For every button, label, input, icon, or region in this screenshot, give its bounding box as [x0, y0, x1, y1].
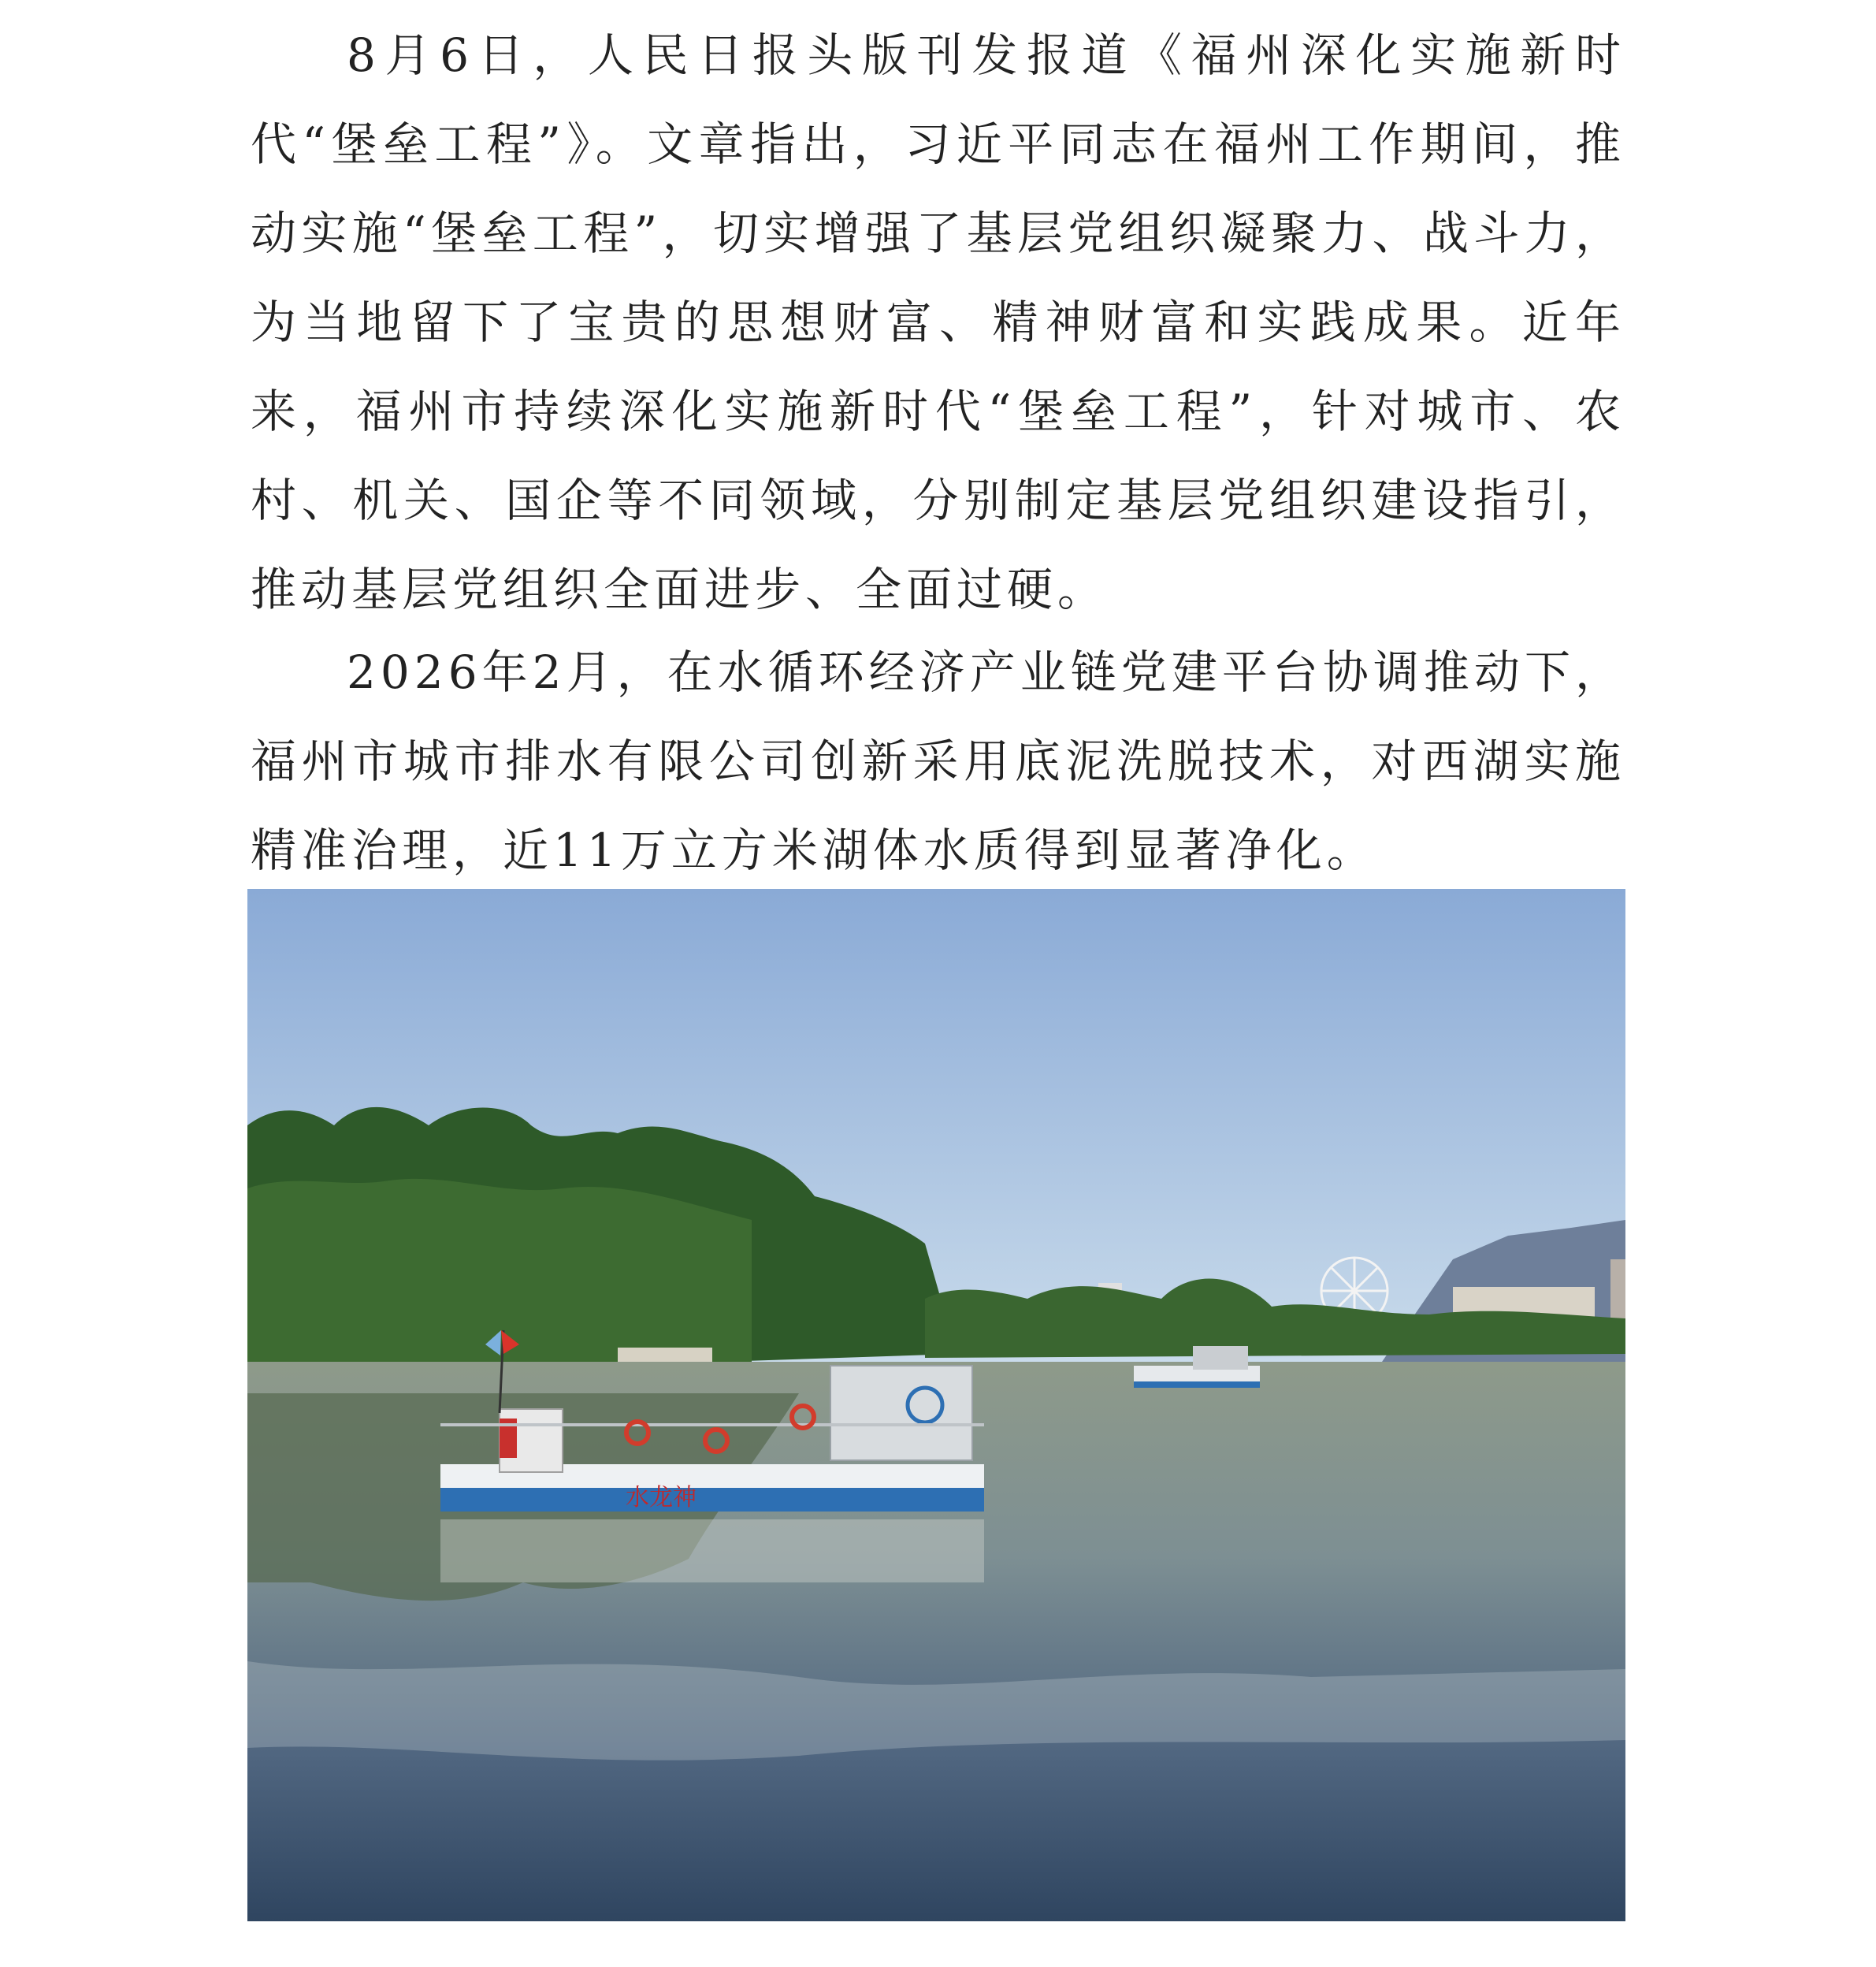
paragraph-2: 2026年2月，在水循环经济产业链党建平台协调推动下，福州市城市排水有限公司创新采用底泥洗脱技术，对西湖实施精准治理，近11万立方米湖体水质得到显著净化。: [251, 645, 1625, 877]
lake-scene-illustration: [247, 889, 1625, 1921]
paragraph-2-block: [251, 628, 1625, 895]
west-lake-photo: [247, 889, 1625, 1921]
boat-name-label: 水龙神: [626, 1484, 697, 1512]
paragraph-1-block: [251, 11, 1625, 634]
boat-reflection: [440, 1519, 984, 1582]
paragraph-1: 8月6日，人民日报头版刊发报道《福州深化实施新时代“堡垒工程”》。文章指出，习近平同志在福州工作期间，推动实施“堡垒工程”，切实增强了基层党组织凝聚力、战斗力，为当地留下了宝贵的思想财富、精神财富和实践成果。近年来，福州市持续深化实施新时代“堡垒工程”，针对城市、农村、机关、国企等不同领域，分别制定基层党组织建设指引，推动基层党组织全面进步、全面过硬。: [251, 28, 1625, 616]
